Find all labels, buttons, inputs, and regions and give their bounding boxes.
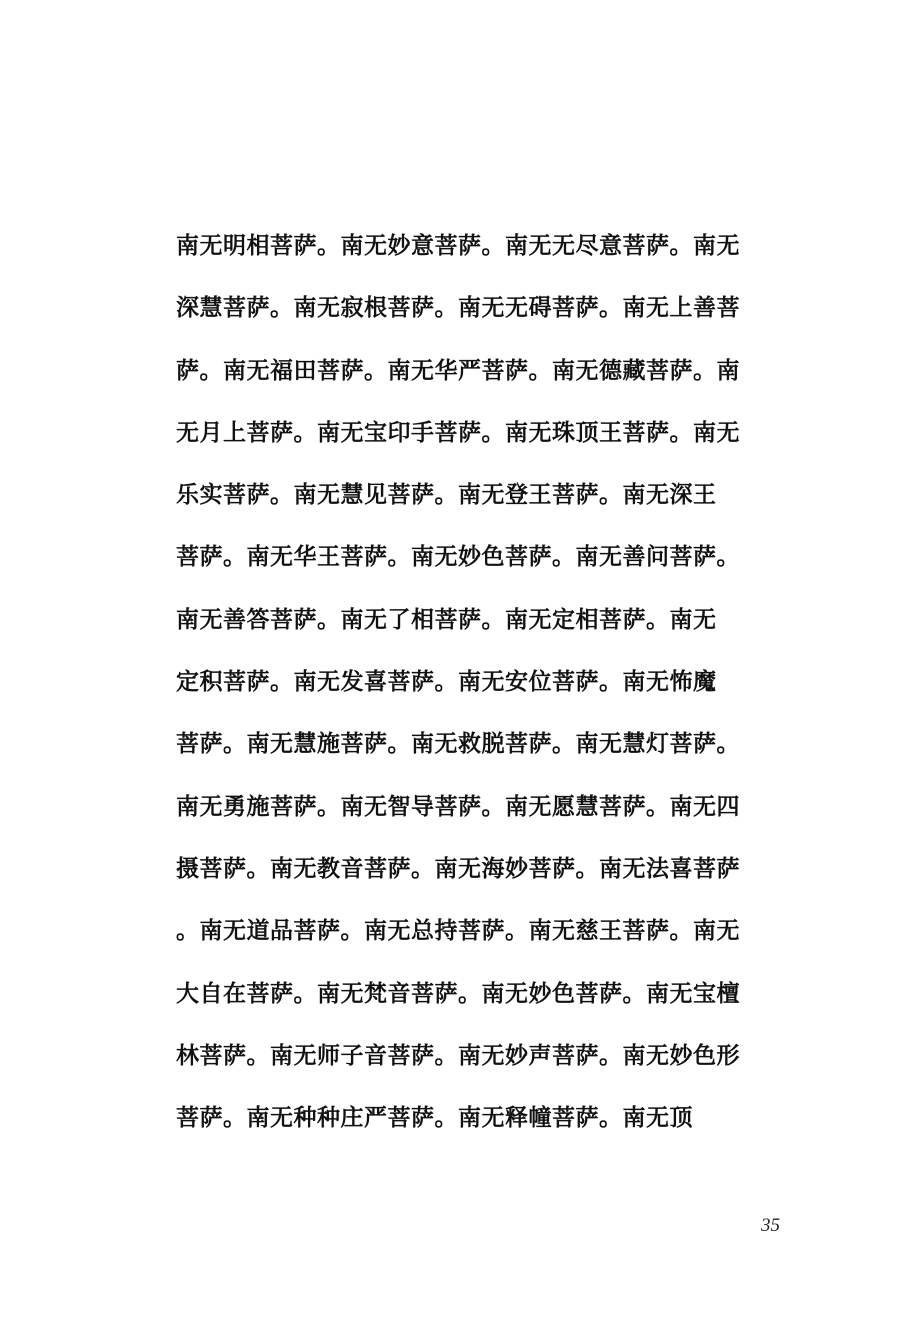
text-line: 萨。南无福田菩萨。南无华严菩萨。南无德藏菩萨。南 <box>176 356 740 384</box>
body-text <box>176 217 796 1151</box>
text-line: 定积菩萨。南无发喜菩萨。南无安位菩萨。南无怖魔 <box>176 668 717 696</box>
text-line: 菩萨。南无华王菩萨。南无妙色菩萨。南无善问菩萨。 <box>176 543 740 571</box>
text-line: 无月上菩萨。南无宝印手菩萨。南无珠顶王菩萨。南无 <box>176 418 740 446</box>
page-number: 35 <box>761 1215 780 1236</box>
text-line: 南无勇施菩萨。南无智导菩萨。南无愿慧菩萨。南无四 <box>176 792 740 820</box>
text-line: 林菩萨。南无师子音菩萨。南无妙声菩萨。南无妙色形 <box>176 1041 740 1069</box>
text-line: 深慧菩萨。南无寂根菩萨。南无无碍菩萨。南无上善菩 <box>176 294 740 322</box>
text-line: 摄菩萨。南无教音菩萨。南无海妙菩萨。南无法喜菩萨 <box>176 854 740 882</box>
text-line: 菩萨。南无慧施菩萨。南无救脱菩萨。南无慧灯菩萨。 <box>176 730 740 758</box>
text-line: 大自在菩萨。南无梵音菩萨。南无妙色菩萨。南无宝檀 <box>176 979 740 1007</box>
text-line: 南无明相菩萨。南无妙意菩萨。南无无尽意菩萨。南无 <box>176 232 740 259</box>
text-line: 乐实菩萨。南无慧见菩萨。南无登王菩萨。南无深王 <box>176 481 717 509</box>
text-line: 。南无道品菩萨。南无总持菩萨。南无慈王菩萨。南无 <box>176 917 740 945</box>
text-line: 菩萨。南无种种庄严菩萨。南无释幢菩萨。南无顶 <box>176 1104 693 1132</box>
text-line: 南无善答菩萨。南无了相菩萨。南无定相菩萨。南无 <box>176 605 717 633</box>
